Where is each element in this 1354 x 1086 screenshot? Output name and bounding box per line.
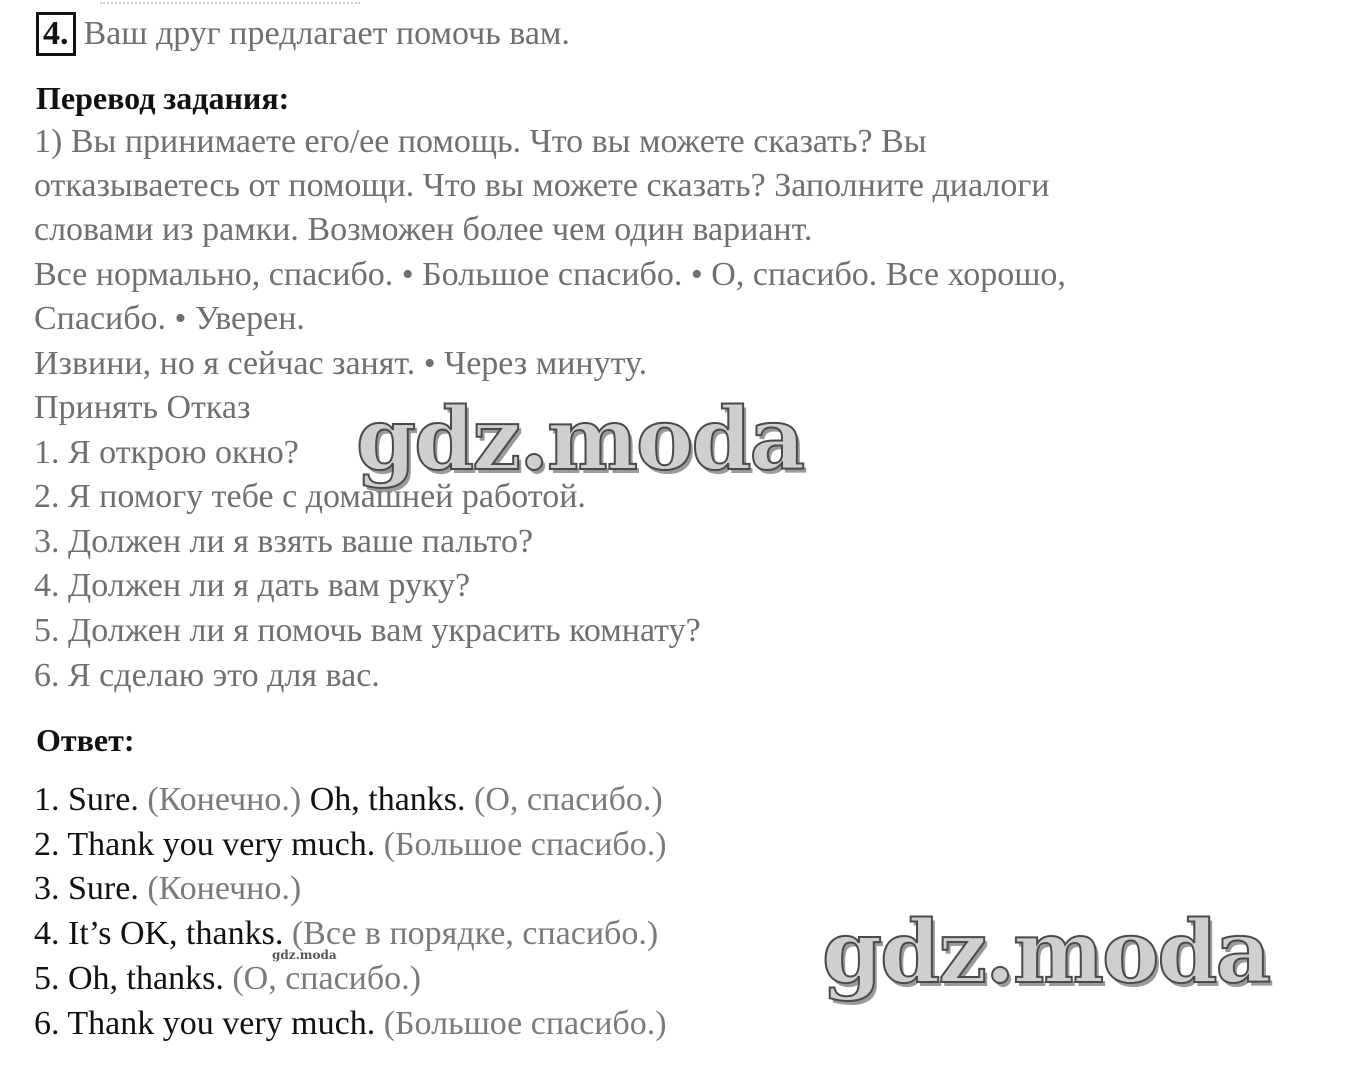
answer-russian: (Конечно.): [147, 870, 302, 907]
answer-heading: Ответ:: [36, 722, 135, 758]
translation-line: 1) Вы принимаете его/ее помощь. Что вы можете сказать? Вы: [34, 123, 927, 160]
answer-line: [34, 957, 421, 1001]
task-number-box: 4.: [36, 12, 76, 56]
translation-line: Спасибо. • Уверен.: [34, 300, 305, 337]
translation-line: 5. Должен ли я помочь вам украсить комнату?: [34, 612, 701, 649]
translation-line: 1. Я открою окно?: [34, 434, 299, 471]
answer-russian: (Все в порядке, спасибо.): [291, 915, 659, 952]
translation-line: Извини, но я сейчас занят. • Через минуту.: [34, 345, 648, 382]
watermark-small-text: gdz.moda: [272, 948, 337, 962]
answer-russian: (Конечно.): [147, 781, 310, 818]
task-header: [36, 12, 570, 56]
answer-english: 3. Sure.: [34, 870, 148, 907]
answer-russian: (Большое спасибо.): [383, 1005, 667, 1042]
translation-line: 3. Должен ли я взять ваше пальто?: [34, 523, 534, 560]
watermark-logo: gdz.moda: [822, 902, 1270, 1003]
answer-english: 5. Oh, thanks.: [34, 960, 233, 997]
translation-heading: Перевод задания:: [36, 80, 290, 116]
answer-line: [34, 1002, 667, 1046]
answer-english: 6. Thank you very much.: [34, 1005, 384, 1042]
answer-line: [34, 912, 658, 956]
answer-line: [34, 778, 663, 822]
translation-line: 4. Должен ли я дать вам руку?: [34, 567, 471, 604]
answer-english: 1. Sure.: [34, 781, 148, 818]
answer-line: [34, 823, 667, 867]
translation-line: Все нормально, спасибо. • Большое спасибо. • О, спасибо. Все хорошо,: [34, 256, 1066, 293]
translation-line: 2. Я помогу тебе с домашней работой.: [34, 478, 586, 515]
cut-off-text-line: [100, 0, 360, 4]
translation-line: Принять Отказ: [34, 389, 251, 426]
answer-english: Oh, thanks.: [309, 781, 475, 818]
answer-english: 2. Thank you very much.: [34, 826, 384, 863]
translation-line: 6. Я сделаю это для вас.: [34, 657, 380, 694]
task-title: Ваш друг предлагает помочь вам.: [83, 15, 570, 52]
watermark-logo: gdz.moda: [356, 389, 804, 490]
answer-russian: (Большое спасибо.): [383, 826, 667, 863]
answer-russian: (О, спасибо.): [474, 781, 663, 818]
answer-line: [34, 867, 301, 911]
translation-line: отказываетесь от помощи. Что вы можете сказать? Заполните диалоги: [34, 167, 1050, 204]
answer-english: 4. It’s OK, thanks.: [34, 915, 292, 952]
answer-russian: (О, спасибо.): [232, 960, 421, 997]
translation-line: словами из рамки. Возможен более чем один вариант.: [34, 211, 813, 248]
